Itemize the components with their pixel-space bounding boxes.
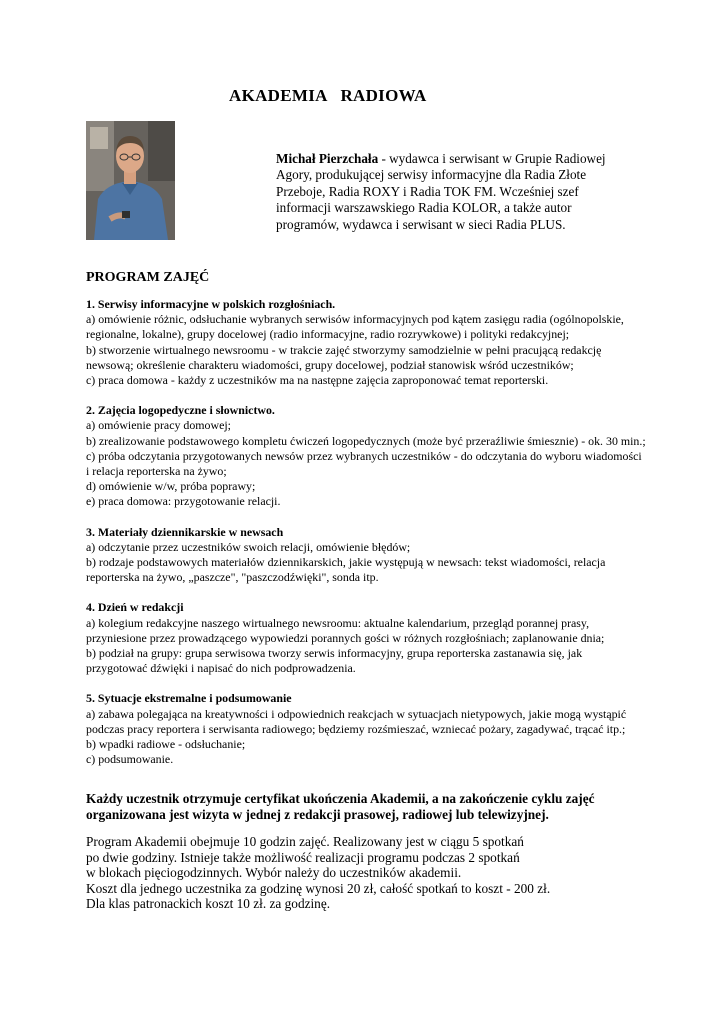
section-item: b) podział na grupy: grupa serwisowa tworzy serwis informacyjny, grupa reporterska zastanawia się, jak przygotować dźwięki i napisać do nich podprowadzenia. bbox=[86, 646, 583, 676]
program-section-1 bbox=[86, 297, 646, 388]
info-line: Koszt dla jednego uczestnika za godzinę wynosi 20 zł, całość spotkań to koszt - 200 zł. bbox=[86, 880, 551, 896]
program-section-3 bbox=[86, 525, 646, 586]
program-info bbox=[86, 834, 646, 912]
program-heading: PROGRAM ZAJĘĆ bbox=[86, 270, 210, 285]
program-section-5 bbox=[86, 691, 646, 767]
certificate-note: Każdy uczestnik otrzymuje certyfikat ukończenia Akademii, a na zakończenie cyklu zajęć organizowana jest wizyta w jednej z redakcji prasowej, radiowej lub telewizyjnej. bbox=[86, 791, 595, 822]
program-content bbox=[86, 297, 646, 782]
section-item: b) wpadki radiowe - odsłuchanie; bbox=[86, 737, 246, 752]
section-item: a) omówienie różnic, odsłuchanie wybranych serwisów informacyjnych pod kątem zasięgu radia (ogólnopolskie, regionalne, lokalne), grupy docelowej (radio informacyjne, radio rozrywkowe) i polityki redakcyjnej; bbox=[86, 312, 624, 342]
section-item: b) zrealizowanie podstawowego kompletu ćwiczeń logopedycznych (może być przeraźliwie śmiesznie) - ok. 30 min.; bbox=[86, 433, 646, 448]
info-line: w blokach pięciogodzinnych. Wybór należy do uczestników akademii. bbox=[86, 865, 462, 881]
section-heading: 1. Serwisy informacyjne w polskich rozgłośniach. bbox=[86, 297, 336, 311]
section-heading: 5. Sytuacje ekstremalne i podsumowanie bbox=[86, 691, 292, 706]
info-line: po dwie godziny. Istnieje także możliwość realizacji programu podczas 2 spotkań bbox=[86, 849, 520, 865]
author-bio bbox=[276, 151, 636, 233]
author-description: - wydawca i serwisant w Grupie Radiowej Agory, produkującej serwisy informacyjne dla Radia Złote Przeboje, Radia ROXY i Radia TOK FM. Wcześniej szef informacji warszawskiego Radia KOLOR, a także autor programów, wydawca i serwisant w sieci Radia PLUS. bbox=[276, 151, 606, 232]
section-item: a) omówienie pracy domowej; bbox=[86, 418, 231, 433]
section-item: a) zabawa polegająca na kreatywności i odpowiednich reakcjach w sytuacjach nietypowych, jakie mogą wystąpić podczas pracy reportera i serwisanta radiowego; będziemy rozśmieszać, wzniecać pożary, zagadywać, trącać itp.; bbox=[86, 706, 627, 736]
section-item: a) kolegium redakcyjne naszego wirtualnego newsroomu: aktualne kalendarium, przegląd porannej prasy, przyniesione przez prowadzącego wypowiedzi porannych gości w różnych rozgłośniach; zaplanowanie dnia; bbox=[86, 615, 605, 645]
section-item: c) praca domowa - każdy z uczestników ma na następne zajęcia zaproponować temat reporterski. bbox=[86, 373, 549, 388]
section-item: c) podsumowanie. bbox=[86, 752, 174, 767]
section-item: d) omówienie w/w, próba poprawy; bbox=[86, 479, 256, 494]
section-item: c) próba odczytania przygotowanych newsów przez wybranych uczestników - do odczytania do wyboru wiadomości i relacja reporterska na żywo; bbox=[86, 448, 642, 479]
section-heading: 3. Materiały dziennikarskie w newsach bbox=[86, 524, 284, 539]
section-item: a) odczytanie przez uczestników swoich relacji, omówienie błędów; bbox=[86, 539, 411, 554]
page-title: AKADEMIA RADIOWA bbox=[229, 86, 427, 105]
section-item: b) stworzenie wirtualnego newsroomu - w trakcie zajęć stworzymy samodzielnie w pełni pracującą redakcję newsową; określenie charakteru wiadomości, grupy docelowej, podział stanowisk wśród uczestników; bbox=[86, 342, 602, 372]
author-photo-illustration bbox=[86, 121, 175, 240]
section-heading: 2. Zajęcia logopedyczne i słownictwo. bbox=[86, 403, 275, 418]
program-section-2 bbox=[86, 403, 646, 509]
section-item: e) praca domowa: przygotowanie relacji. bbox=[86, 494, 281, 509]
section-item: b) rodzaje podstawowych materiałów dziennikarskich, jakie występują w newsach: tekst wiadomości, relacja reporterska na żywo, „paszcze", "paszczodźwięki", sonda itp. bbox=[86, 555, 606, 585]
author-photo bbox=[86, 121, 175, 240]
author-name: Michał Pierzchała bbox=[276, 151, 379, 166]
info-line: Dla klas patronackich koszt 10 zł. za godzinę. bbox=[86, 896, 331, 912]
program-section-4 bbox=[86, 600, 646, 676]
info-line: Program Akademii obejmuje 10 godzin zajęć. Realizowany jest w ciągu 5 spotkań bbox=[86, 834, 524, 849]
section-heading: 4. Dzień w redakcji bbox=[86, 600, 184, 615]
